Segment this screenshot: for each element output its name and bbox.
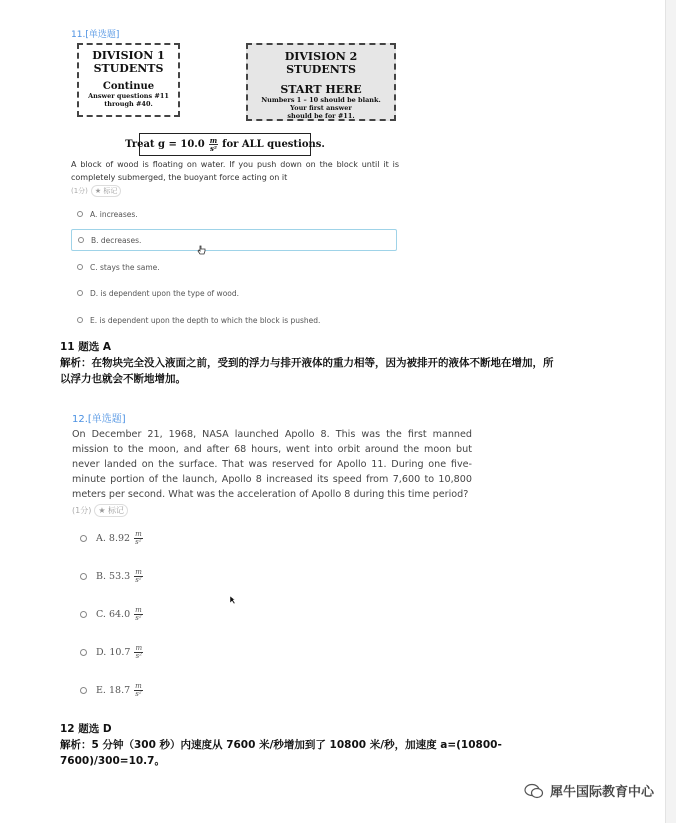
option-label: E. is dependent upon the depth to which the block is pushed. [90, 315, 321, 325]
unit-den: s² [135, 690, 142, 698]
option-label: C. 64.0 [96, 609, 131, 620]
option-label: A. increases. [90, 209, 138, 219]
radio-icon[interactable] [78, 237, 84, 243]
question-number: 12. [72, 414, 88, 425]
unit-den: s² [135, 538, 142, 546]
unit [134, 645, 143, 660]
wechat-icon [524, 783, 544, 799]
question-12-stem: On December 21, 1968, NASA launched Apollo 8. This was the first manned mission to the moon, and after 68 hours, went into orbit around the moon but never landed on the surface. That was reserved for Apollo 11. During one five-minute portion of the launch, Apollo 8 increased its speed from 7,600 to 10,800 meters per second. What was the acceleration of Apollo 8 during this time period? [72, 429, 472, 500]
unit [134, 531, 143, 546]
question-11-stem: A block of wood is floating on water. If you push down on the block until it is completely submerged, the buoyant force acting on it [71, 160, 399, 182]
option-d[interactable] [77, 287, 239, 299]
radio-icon[interactable] [80, 649, 87, 656]
box-line: STUDENTS [93, 62, 164, 75]
answer-11: 11 题选 A [60, 341, 112, 353]
option-label: D. 10.7 [96, 647, 131, 658]
radio-icon[interactable] [77, 211, 83, 217]
unit-den: s² [135, 652, 142, 660]
option-label: A. 8.92 [96, 533, 131, 544]
treat-unit [209, 137, 218, 152]
box-line: Continue [102, 81, 155, 92]
watermark-text: 犀牛国际教育中心 [549, 785, 654, 800]
box-line: START HERE [280, 83, 362, 96]
radio-icon[interactable] [77, 290, 83, 296]
radio-icon[interactable] [80, 611, 87, 618]
option-label: B. decreases. [91, 235, 142, 245]
option-a[interactable] [77, 208, 138, 220]
radio-icon[interactable] [80, 687, 87, 694]
explanation-12-line2: 7600)/300=10.7。 [60, 755, 165, 767]
answer-12: 12 题选 D [60, 723, 112, 735]
box-line: Answer questions #11 [88, 92, 169, 100]
treat-g-note [125, 133, 325, 156]
box-line: Your first answer [290, 104, 352, 112]
division-1-box [77, 43, 180, 117]
option-label: D. is dependent upon the type of wood. [90, 288, 240, 298]
unit [134, 607, 143, 622]
treat-text: Treat g = 10.0 [125, 139, 205, 150]
question-type-tag: [单选题] [85, 30, 120, 40]
box-line: DIVISION 1 [92, 49, 165, 62]
radio-icon[interactable] [77, 264, 83, 270]
mark-button[interactable]: ★ 标记 [94, 504, 128, 517]
watermark [524, 781, 654, 800]
explanation-11: 解析：在物块完全没入液面之前，受到的浮力与排开液体的重力相等，因为被排开的液体不断地在增加，所以浮力也就会不断地增加。 [60, 357, 554, 385]
question-12-header [72, 410, 126, 425]
unit-den: s² [135, 614, 142, 622]
option-label: E. 18.7 [96, 685, 131, 696]
option-c[interactable] [77, 261, 160, 273]
right-scrollbar[interactable] [665, 0, 676, 823]
unit-den: s² [135, 576, 142, 584]
radio-icon[interactable] [80, 535, 87, 542]
radio-icon[interactable] [80, 573, 87, 580]
option-e[interactable] [77, 314, 320, 326]
score: (1分) [71, 187, 88, 195]
option-b[interactable] [80, 569, 143, 584]
question-type-tag: [单选题] [87, 414, 126, 425]
option-e[interactable] [80, 683, 143, 698]
unit [134, 569, 143, 584]
option-b[interactable] [71, 229, 397, 251]
unit-num: m [135, 568, 142, 576]
question-11-header [71, 27, 119, 40]
division-2-box [246, 43, 396, 121]
box-line: should be for #11. [287, 112, 355, 120]
question-11-meta [71, 185, 121, 197]
unit-num: m [135, 530, 142, 538]
unit-den: s² [209, 144, 217, 153]
arrow-cursor-icon [229, 595, 236, 605]
option-c[interactable] [80, 607, 143, 622]
box-line: DIVISION 2 STUDENTS [284, 50, 358, 76]
treat-text: for ALL questions. [222, 139, 325, 150]
radio-icon[interactable] [77, 317, 83, 323]
box-line: Numbers 1 – 10 should be blank. [261, 96, 381, 104]
question-12-meta [72, 504, 128, 517]
unit-num: m [135, 682, 142, 690]
unit-num: m [135, 644, 143, 652]
option-d[interactable] [80, 645, 143, 660]
option-label: B. 53.3 [96, 571, 131, 582]
unit-num: m [209, 136, 218, 145]
hand-cursor-icon [197, 245, 206, 256]
option-a[interactable] [80, 531, 143, 546]
question-number: 11. [71, 30, 86, 40]
option-label: C. stays the same. [90, 262, 160, 272]
box-line: through #40. [104, 100, 153, 108]
score: (1分) [72, 506, 92, 515]
explanation-12-line1: 解析：5 分钟（300 秒）内速度从 7600 米/秒增加到了 10800 米/秒，加速度 a=(10800- [60, 739, 502, 751]
unit [134, 683, 143, 698]
mark-button[interactable]: ★ 标记 [91, 185, 122, 197]
unit-num: m [135, 606, 142, 614]
